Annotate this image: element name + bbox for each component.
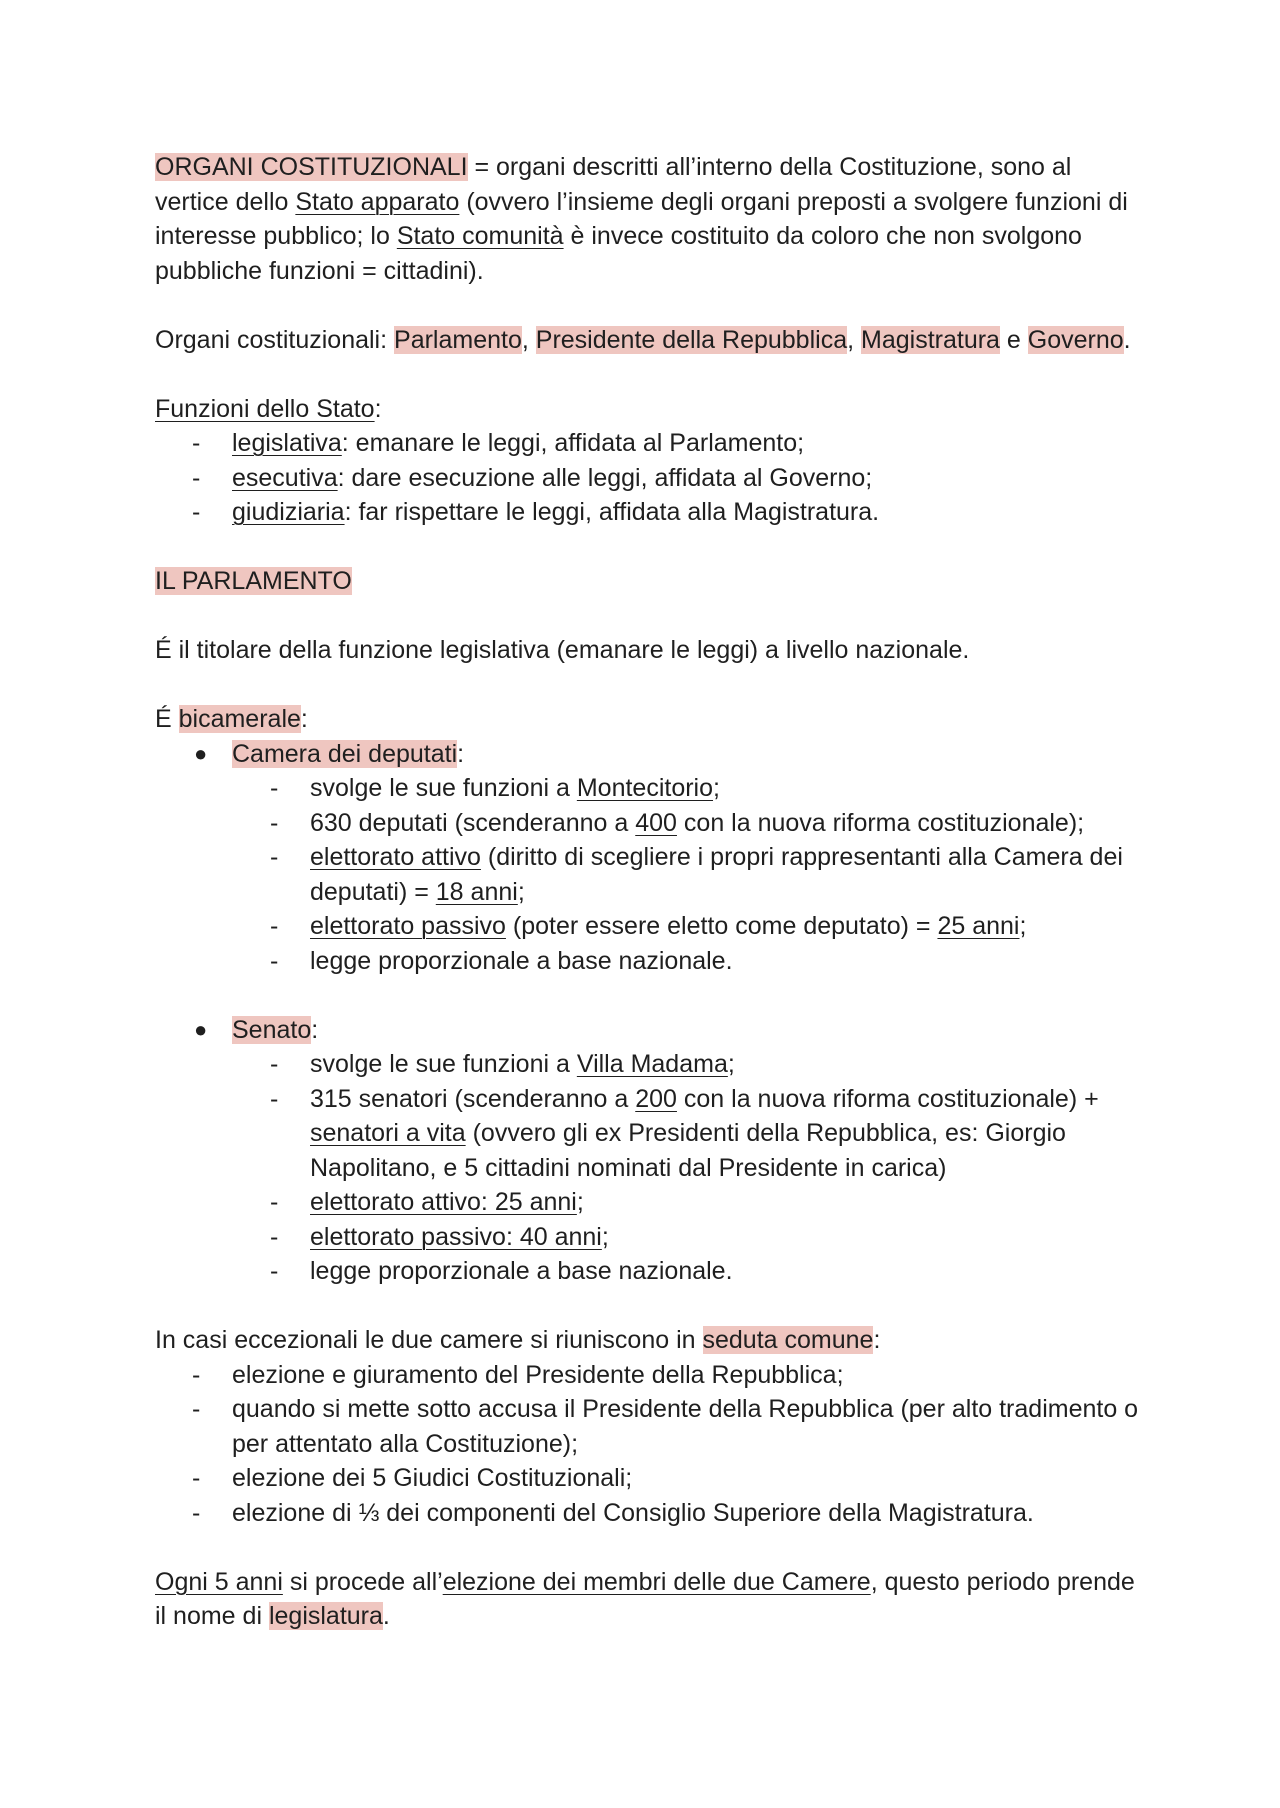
item-text: svolge le sue funzioni a [310,774,577,802]
camera-list [155,771,1145,978]
item-text: elezione di ⅓ dei componenti del Consiglio Superiore della Magistratura. [232,1498,1034,1527]
function-desc: : dare esecuzione alle leggi, affidata al Governo; [337,463,873,492]
dash-marker: - [270,1222,279,1251]
item-text: ; [713,774,720,802]
dash-marker: - [192,1498,201,1527]
item-text: ; [727,1050,735,1078]
dash-marker: - [192,463,201,492]
organs-paragraph [155,323,1145,358]
elettorato-attivo-term: elettorato attivo [310,843,481,871]
seduta-comune-term: seduta comune [702,1326,874,1354]
intro-paragraph [155,150,1145,288]
legislatura-text-2: , questo periodo prende il nome di [155,1567,1135,1630]
organi-costituzionali-term: ORGANI COSTITUZIONALI [155,153,468,181]
bicamerale-colon: : [300,705,308,733]
list-item [155,944,1145,979]
organs-sep-3: e [999,325,1028,354]
bicamerale-line [155,702,1145,737]
item-text: 315 senatori (scenderanno a [310,1084,636,1113]
list-item [155,771,1145,806]
senato-elettorato-passivo-term: elettorato passivo: 40 anni [310,1222,602,1251]
function-name: esecutiva [232,463,338,492]
organ-governo: Governo [1027,325,1124,354]
organ-magistratura: Magistratura [861,325,1000,354]
item-text: elezione dei 5 Giudici Costituzionali; [232,1464,633,1492]
list-item [155,1013,1145,1048]
dash-marker: - [192,498,201,526]
deputati-400-term: 400 [635,808,677,837]
bullet-marker: ● [194,1016,208,1042]
legislatura-end: . [382,1602,390,1630]
item-text: ; [517,877,525,906]
ogni-5-anni-term: Ogni 5 anni [155,1567,283,1596]
organs-sep-1: , [521,325,536,354]
item-text: (ovvero gli ex Presidenti della Repubblica, es: Giorgio Napolitano, e 5 cittadini nominati dal Presidente in carica) [310,1119,1066,1182]
senato-title: Senato [232,1015,312,1044]
list-item [155,806,1145,841]
item-text: ; [1019,912,1027,940]
list-item [155,737,1145,772]
functions-heading [155,392,1145,427]
function-name: giudiziaria [232,498,345,526]
functions-heading-text: Funzioni dello Stato [155,394,375,423]
stato-apparato-term: Stato apparato [295,187,460,216]
bicamerale-lead: É [155,705,179,733]
item-text: con la nuova riforma costituzionale) + [676,1084,1099,1113]
function-desc: : far rispettare le leggi, affidata alla Magistratura. [344,498,880,526]
organ-presidente: Presidente della Repubblica [535,325,848,354]
dash-marker: - [270,1084,279,1113]
age-25-term: 25 anni [937,912,1020,940]
dash-marker: - [270,1188,279,1216]
legislatura-paragraph [155,1565,1145,1634]
villa-madama-term: Villa Madama [576,1050,728,1078]
item-text: con la nuova riforma costituzionale); [676,808,1085,837]
dash-marker: - [192,1464,201,1492]
bullet-marker: ● [194,740,208,766]
parlamento-description: É il titolare della funzione legislativa (emanare le leggi) a livello nazionale. [155,636,970,664]
item-text: (poter essere eletto come deputato) = [505,912,938,940]
organs-sep-2: , [847,325,862,354]
senato-list [155,1047,1145,1289]
senato-elettorato-attivo-term: elettorato attivo: 25 anni [310,1188,577,1216]
seduta-lead: In casi eccezionali le due camere si riuniscono in [155,1326,703,1354]
parlamento-heading-text: IL PARLAMENTO [155,567,352,595]
elettorato-passivo-term: elettorato passivo [310,912,506,940]
stato-comunita-term: Stato comunità [396,222,564,250]
list-item [155,426,1145,461]
legislatura-term: legislatura [268,1602,383,1630]
item-text: ; [601,1222,609,1251]
camera-block [155,737,1145,772]
functions-list [155,426,1145,530]
organs-lead: Organi costituzionali: [155,325,395,354]
item-text: svolge le sue funzioni a [310,1050,577,1078]
item-text: elezione e giuramento del Presidente della Repubblica; [232,1360,844,1389]
item-text: 630 deputati (scenderanno a [310,808,636,837]
parlamento-heading [155,564,1145,599]
senatori-200-term: 200 [635,1084,677,1113]
list-item [155,1254,1145,1289]
seduta-list [155,1358,1145,1531]
document-body [155,150,1145,1634]
seduta-comune-paragraph [155,1323,1145,1358]
list-item [155,1358,1145,1393]
organs-end: . [1123,325,1131,354]
item-text: legge proporzionale a base nazionale. [310,946,733,975]
montecitorio-term: Montecitorio [576,774,714,802]
intro-text-1: = organi descritti all’interno della Costituzione, sono al vertice dello [155,153,1072,216]
elezione-membri-term: elezione dei membri delle due Camere [442,1567,871,1596]
list-item [155,1461,1145,1496]
list-item [155,1047,1145,1082]
camera-title: Camera dei deputati [232,739,458,768]
item-text: legge proporzionale a base nazionale. [310,1257,733,1285]
camera-title-colon: : [457,739,465,768]
dash-marker: - [192,1360,201,1389]
dash-marker: - [192,429,201,457]
intro-text-3: è invece costituito da coloro che non svolgono pubbliche funzioni = cittadini). [155,222,1082,285]
dash-marker: - [270,946,279,975]
item-text: (diritto di scegliere i propri rappresentanti alla Camera dei deputati) = [310,843,1123,906]
list-item [155,1185,1145,1220]
list-item [155,461,1145,496]
senato-title-colon: : [311,1015,319,1044]
senato-block [155,1013,1145,1048]
list-item [155,840,1145,909]
functions-heading-colon: : [374,394,382,423]
dash-marker: - [270,1050,279,1078]
dash-marker: - [270,843,279,871]
item-text: ; [576,1188,584,1216]
list-item [155,1392,1145,1461]
dash-marker: - [270,808,279,837]
dash-marker: - [270,774,279,802]
dash-marker: - [270,912,279,940]
organ-parlamento: Parlamento [394,325,522,354]
legislatura-text-1: si procede all’ [282,1567,443,1596]
list-item [155,909,1145,944]
list-item [155,1082,1145,1186]
dash-marker: - [270,1257,279,1285]
list-item [155,1220,1145,1255]
function-desc: : emanare le leggi, affidata al Parlamento; [341,429,805,457]
list-item [155,1496,1145,1531]
intro-text-2: (ovvero l’insieme degli organi preposti a svolgere funzioni di interesse pubblico; lo [155,187,1128,250]
item-text: quando si mette sotto accusa il Presidente della Repubblica (per alto tradimento o per attentato alla Costituzione); [232,1395,1139,1458]
dash-marker: - [192,1395,201,1423]
seduta-colon: : [873,1326,881,1354]
function-name: legislativa [232,429,342,457]
senatori-a-vita-term: senatori a vita [310,1119,466,1147]
list-item [155,495,1145,530]
age-18-term: 18 anni [435,877,518,906]
bicamerale-term: bicamerale [178,705,301,733]
